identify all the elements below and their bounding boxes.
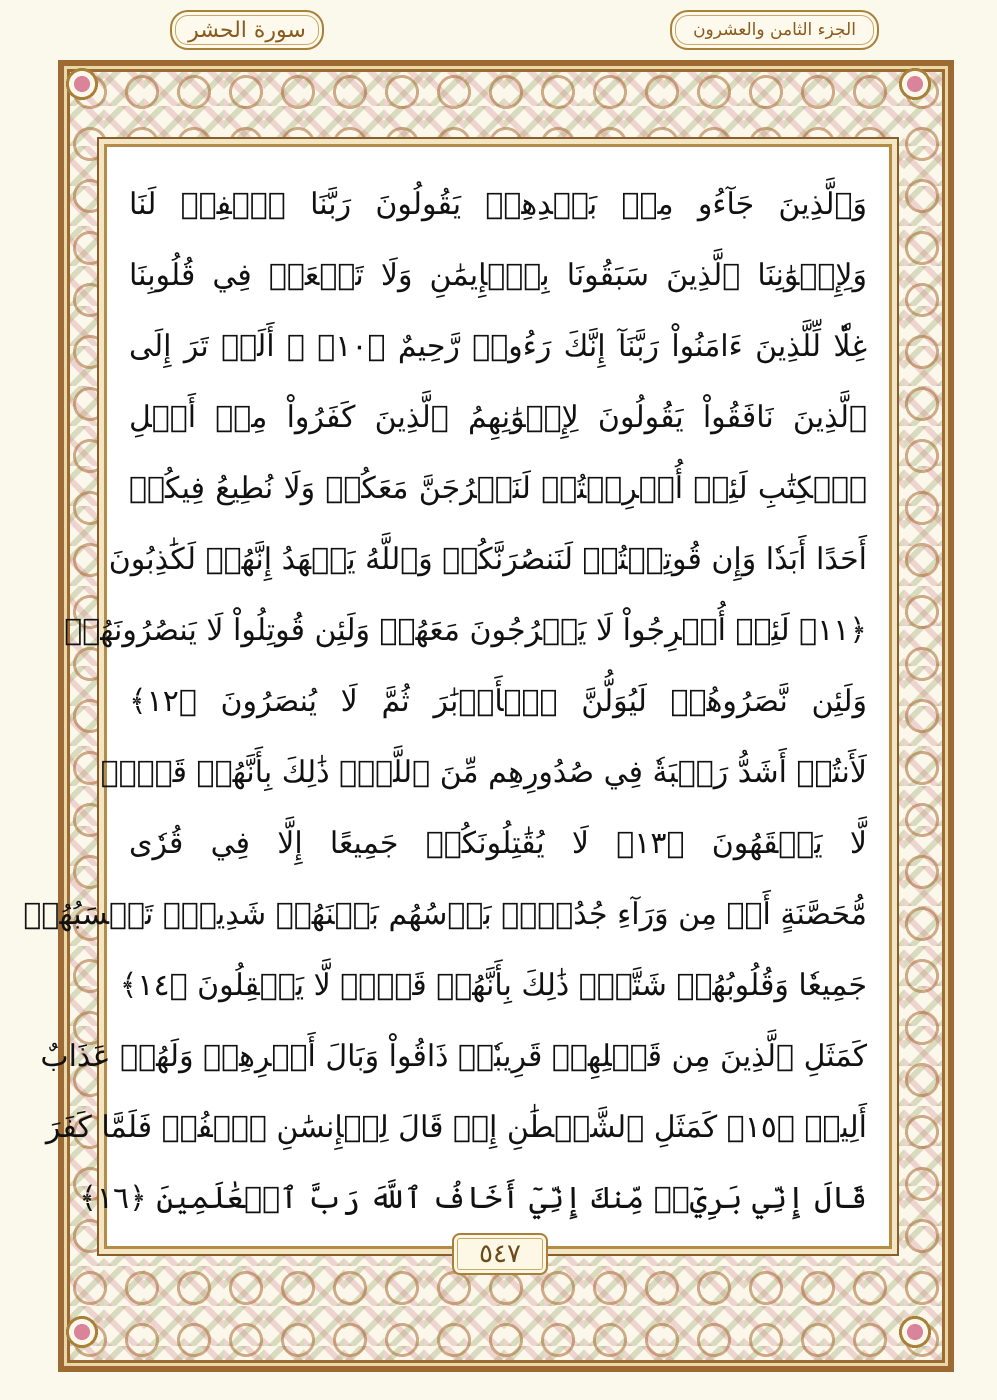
corner-ornament-icon xyxy=(62,1312,102,1352)
text-line: قَالَ إِنِّي بَرِيٓءٞ مِّنكَ إِنِّيٓ أَخَافُ ٱللَّهَ رَبَّ ٱلۡعَٰلَمِينَ ﴿١٦﴾ xyxy=(79,1181,867,1216)
corner-ornament-icon xyxy=(895,64,935,104)
text-line: كَمَثَلِ ٱلَّذِينَ مِن قَبۡلِهِمۡ قَرِيبٗاۖ ذَاقُواْ وَبَالَ أَمۡرِهِمۡ وَلَهُمۡ عَذَابٌ xyxy=(40,1039,867,1074)
page-number: ٥٤٧ xyxy=(479,1239,521,1269)
text-line: غِلّٗا لِّلَّذِينَ ءَامَنُواْ رَبَّنَآ إِنَّكَ رَءُوفٞ رَّحِيمٌ ﴿١٠﴾ ۞ أَلَمۡ تَرَ إِلَى xyxy=(129,329,868,364)
text-line: لَأَنتُمۡ أَشَدُّ رَهۡبَةٗ فِي صُدُورِهِم مِّنَ ٱللَّهِۚ ذَٰلِكَ بِأَنَّهُمۡ قَوۡمٞ xyxy=(100,755,867,790)
text-line: أَحَدًا أَبَدٗا وَإِن قُوتِلۡتُمۡ لَنَنصُرَنَّكُمۡ وَٱللَّهُ يَشۡهَدُ إِنَّهُمۡ لَكَٰذِبُونَ xyxy=(108,542,867,577)
text-line: ﴿١١﴾ لَئِنۡ أُخۡرِجُواْ لَا يَخۡرُجُونَ مَعَهُمۡ وَلَئِن قُوتِلُواْ لَا يَنصُرُونَهُمۡ xyxy=(64,613,867,648)
surah-name-plate xyxy=(170,10,324,50)
text-line: لَّا يَفۡقَهُونَ ﴿١٣﴾ لَا يُقَٰتِلُونَكُمۡ جَمِيعًا إِلَّا فِي قُرٗى xyxy=(129,826,867,861)
text-line: ٱلۡكِتَٰبِ لَئِنۡ أُخۡرِجۡتُمۡ لَنَخۡرُجَنَّ مَعَكُمۡ وَلَا نُطِيعُ فِيكُمۡ xyxy=(129,471,867,506)
corner-ornament-icon xyxy=(62,64,102,104)
text-line: وَٱلَّذِينَ جَآءُو مِنۢ بَعۡدِهِمۡ يَقُولُونَ رَبَّنَا ٱغۡفِرۡ لَنَا xyxy=(129,187,867,222)
surah-name: سورة الحشر xyxy=(188,17,306,43)
text-line: مُّحَصَّنَةٍ أَوۡ مِن وَرَآءِ جُدُرِۭۚ بَأۡسُهُم بَيۡنَهُمۡ شَدِيدٞۚ تَحۡسَبُهُمۡ xyxy=(23,897,867,932)
text-line: أَلِيمٞ ﴿١٥﴾ كَمَثَلِ ٱلشَّيۡطَٰنِ إِذۡ قَالَ لِلۡإِنسَٰنِ ٱكۡفُرۡ فَلَمَّا كَفَرَ xyxy=(45,1110,867,1145)
page-number-plate xyxy=(452,1233,548,1275)
quran-text-panel xyxy=(23,144,892,1249)
text-line: وَلِإِخۡوَٰنِنَا ٱلَّذِينَ سَبَقُونَا بِٱلۡإِيمَٰنِ وَلَا تَجۡعَلۡ فِي قُلُوبِنَا xyxy=(129,258,867,293)
juz-name-plate xyxy=(670,10,879,50)
text-line: ٱلَّذِينَ نَافَقُواْ يَقُولُونَ لِإِخۡوَٰنِهِمُ ٱلَّذِينَ كَفَرُواْ مِنۡ أَهۡلِ xyxy=(129,400,867,435)
juz-name: الجزء الثامن والعشرون xyxy=(693,20,856,40)
corner-ornament-icon xyxy=(895,1312,935,1352)
text-line: وَلَئِن نَّصَرُوهُمۡ لَيُوَلُّنَّ ٱلۡأَدۡبَٰرَ ثُمَّ لَا يُنصَرُونَ ﴿١٢﴾ xyxy=(129,684,867,719)
text-line: جَمِيعٗا وَقُلُوبُهُمۡ شَتَّىٰۚ ذَٰلِكَ بِأَنَّهُمۡ قَوۡمٞ لَّا يَعۡقِلُونَ ﴿١٤﴾ xyxy=(119,968,867,1003)
